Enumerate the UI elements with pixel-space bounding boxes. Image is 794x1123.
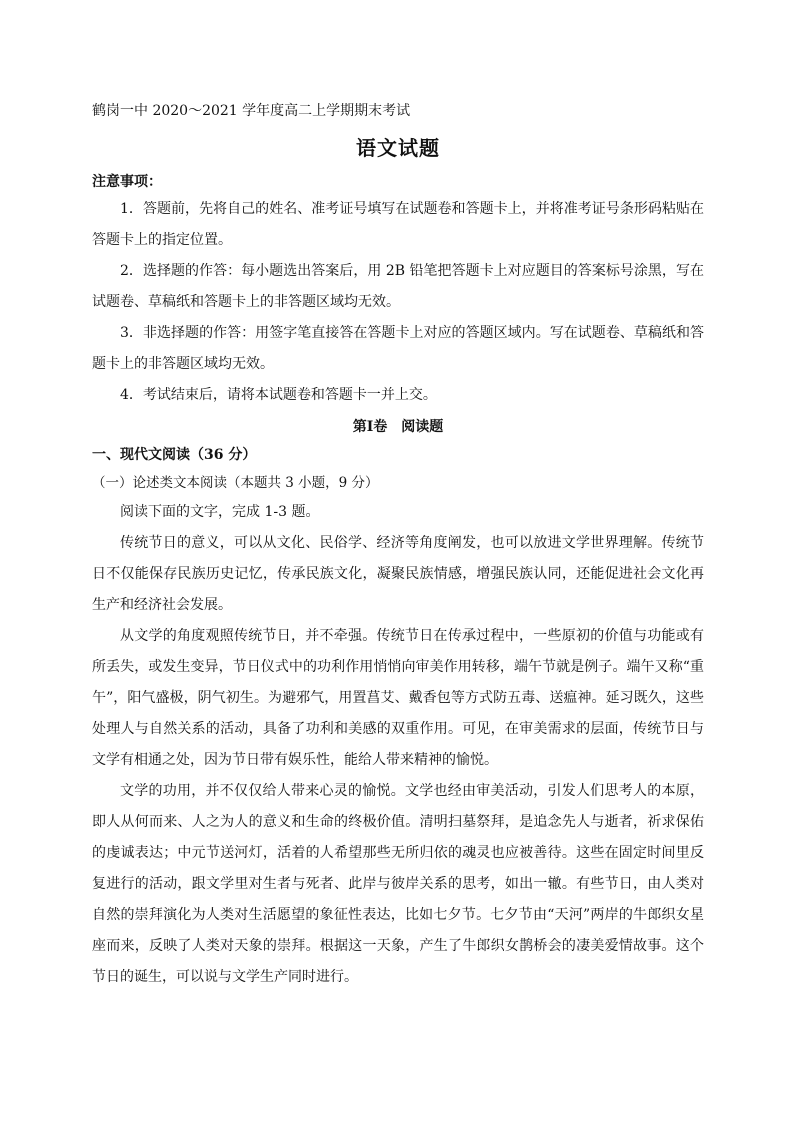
notice-item-3: 3．非选择题的作答：用签字笔直接答在答题卡上对应的答题区域内。写在试题卷、草稿纸和答题卡上的非答题区域均无效。 <box>92 325 704 372</box>
notice-heading: 注意事项： <box>92 174 162 190</box>
notice-item-2: 2．选择题的作答：每小题选出答案后，用 2B 铅笔把答题卡上对应题目的答案标号涂黑，写在试题卷、草稿纸和答题卡上的非答题区域均无效。 <box>92 263 704 310</box>
passage-paragraph-1: 传统节日的意义，可以从文化、民俗学、经济等角度阐发，也可以放进文学世界理解。传统节日不仅能保存民族历史记忆，传承民族文化，凝聚民族情感，增强民族认同，还能促进社会文化再生产和经济社会发展。 <box>92 535 704 613</box>
passage-paragraph-2: 从文学的角度观照传统节日，并不牵强。传统节日在传承过程中，一些原初的价值与功能或有所丢失，或发生变异，节日仪式中的功利作用悄悄向审美作用转移，端午节就是例子。端午又称“重午”，阳气盛极，阴气初生。为避邪气，用置菖艾、戴香包等方式防五毒、送瘟神。延习既久，这些处理人与自然关系的活动，具备了功利和美感的双重作用。可见，在审美需求的层面，传统节日与文学有相通之处，因为节日带有娱乐性，能给人带来精神的愉悦。 <box>92 628 704 768</box>
exam-header-line: 鹤岗一中 2020～2021 学年度高二上学期期末考试 <box>92 103 411 119</box>
reading-instruction: 阅读下面的文字，完成 1-3 题。 <box>120 504 320 520</box>
passage-paragraph-3: 文学的功用，并不仅仅给人带来心灵的愉悦。文学也经由审美活动，引发人们思考人的本原，即人从何而来、人之为人的意义和生命的终极价值。清明扫墓祭拜，是追念先人与逝者，祈求保佑的虔诚表达；中元节送河灯，活着的人希望那些无所归依的魂灵也应被善待。这些在固定时间里反复进行的活动，跟文学里对生者与死者、此岸与彼岸关系的思考，如出一辙。有些节日，由人类对自然的崇拜演化为人类对生活愿望的象征性表达，比如七夕节。七夕节由“天河”两岸的牛郎织女星座而来，反映了人类对天象的崇拜。根据这一天象，产生了牛郎织女鹊桥会的凄美爱情故事。这个节日的诞生，可以说与文学生产同时进行。 <box>92 783 704 985</box>
document-title: 语文试题 <box>356 136 440 160</box>
notice-item-4: 4．考试结束后，请将本试题卷和答题卡一并上交。 <box>120 387 437 403</box>
section-heading: 一、现代文阅读（36 分） <box>92 447 257 463</box>
volume-title: 第Ⅰ卷 阅读题 <box>352 419 444 435</box>
notice-item-1: 1．答题前，先将自己的姓名、准考证号填写在试题卷和答题卡上，并将准考证号条形码粘贴在答题卡上的指定位置。 <box>92 201 704 248</box>
page-content <box>92 101 704 993</box>
subsection-heading: （一）论述类文本阅读（本题共 3 小题，9 分） <box>92 475 379 491</box>
